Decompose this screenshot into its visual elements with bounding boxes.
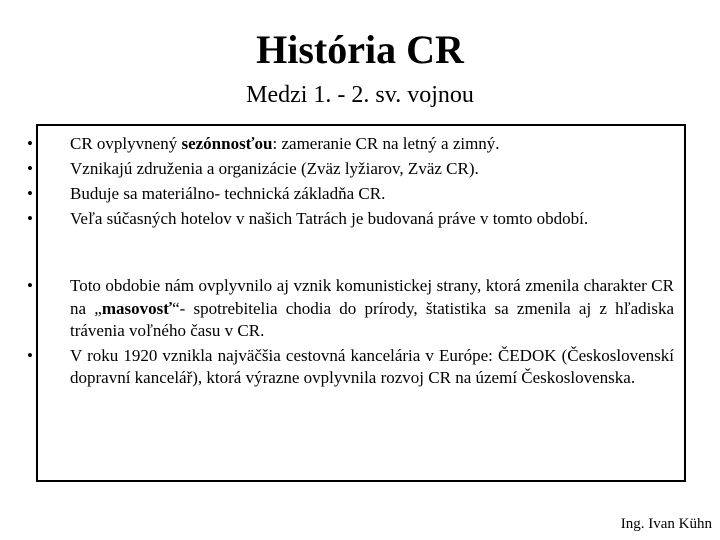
bullet-icon: • bbox=[27, 345, 33, 365]
item-text: “- spotrebitelia chodia do prírody, štatistika sa zmenila aj z hľadiska trávenia voľného času v CR. bbox=[70, 298, 675, 340]
bullet-icon: • bbox=[27, 276, 33, 295]
bullet-icon: • bbox=[27, 159, 33, 179]
item-text: Vznikajú združenia a organizácie (Zväz lyžiarov, Zväz CR). bbox=[70, 159, 479, 179]
item-text: : zameranie CR na letný a zimný. bbox=[272, 134, 500, 153]
bullet-icon: • bbox=[27, 209, 33, 229]
list-item bbox=[22, 275, 674, 343]
item-text: V roku 1920 vznikla najväčšia cestovná kancelária v Európe: ČEDOK (Československí dopravní kancelář), ktorá výrazne ovplyvnila rozvoj CR na území Československa. bbox=[70, 345, 674, 387]
author-credit: Ing. Ivan Kühn bbox=[620, 516, 712, 532]
list-item bbox=[22, 133, 690, 156]
list-item bbox=[22, 158, 690, 181]
item-text: Buduje sa materiálno- technická základňa CR. bbox=[70, 184, 386, 204]
bullet-icon: • bbox=[27, 134, 33, 153]
item-text: Toto obdobie nám ovplyvnilo aj vznik komunistickej strany, ktorá zmenila charakter CR na „ bbox=[70, 276, 674, 318]
list-item bbox=[22, 345, 674, 390]
list-item bbox=[22, 208, 690, 231]
item-text-bold: sezónnosťou bbox=[181, 134, 273, 153]
bullet-list-top bbox=[22, 133, 690, 233]
list-item bbox=[22, 183, 690, 206]
item-text-bold: masovosť bbox=[101, 298, 173, 318]
bullet-list-bottom bbox=[22, 275, 674, 392]
item-text: CR ovplyvnený bbox=[70, 134, 182, 153]
page-subtitle: Medzi 1. - 2. sv. vojnou bbox=[246, 82, 474, 108]
item-text: Veľa súčasných hotelov v našich Tatrách je budovaná práve v tomto období. bbox=[70, 209, 589, 229]
bullet-icon: • bbox=[27, 184, 33, 204]
page-title: História CR bbox=[256, 27, 464, 72]
